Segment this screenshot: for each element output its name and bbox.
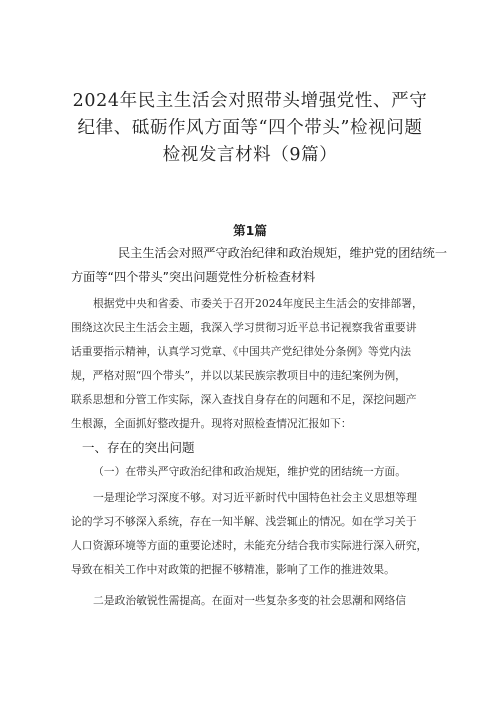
paragraph-line: 一是理论学习深度不够。对习近平新时代中国特色社会主义思想等理	[93, 491, 417, 504]
paragraph-line: 根据党中央和省委、市委关于召开2024年度民主生活会的安排部署，	[93, 297, 423, 310]
paragraph-line: 围绕这次民主生活会主题，我深入学习贯彻习近平总书记视察我省重要讲	[71, 321, 417, 334]
paragraph-line: 导致在相关工作中对政策的把握不够精准，影响了工作的推进效果。	[71, 563, 395, 576]
paragraph-line: 人口资源环境等方面的重要论述时，未能充分结合我市实际进行深入研究，	[71, 539, 428, 552]
subtitle-line: 民主生活会对照严守政治纪律和政治规矩，维护党的团结统一	[118, 246, 448, 260]
subheading-line: （一）在带头严守政治纪律和政治规矩，维护党的团结统一方面。	[93, 465, 407, 478]
subtitle-line: 方面等“四个带头”突出问题党性分析检查材料	[71, 270, 316, 284]
section-heading: 一、存在的突出问题	[82, 440, 195, 455]
paragraph-line: 联系思想和分管工作实际，深入查找自身存在的问题和不足，深挖问题产	[71, 393, 417, 406]
title-line: 检视发言材料（9篇）	[162, 145, 338, 165]
paragraph-line: 话重要指示精神，认真学习党章、《中国共产党纪律处分条例》等党内法	[71, 345, 412, 358]
title-line: 2024年民主生活会对照带头增强党性、严守	[72, 91, 428, 111]
document-title	[40, 88, 460, 169]
paragraph-line: 生根源，全面抓好整改提升。现将对照检查情况汇报如下：	[71, 417, 352, 430]
title-line: 纪律、砥砺作风方面等“四个带头”检视问题	[77, 118, 423, 138]
paragraph-line: 二是政治敏锐性需提高。在面对一些复杂多变的社会思潮和网络信	[93, 594, 407, 607]
section-number: 第1篇	[233, 223, 267, 238]
paragraph-line: 规，严格对照“四个带头”，并以以某民族宗教项目中的违纪案例为例，	[71, 369, 406, 382]
paragraph-line: 论的学习不够深入系统，存在一知半解、浅尝辄止的情况。如在学习关于	[71, 515, 417, 528]
